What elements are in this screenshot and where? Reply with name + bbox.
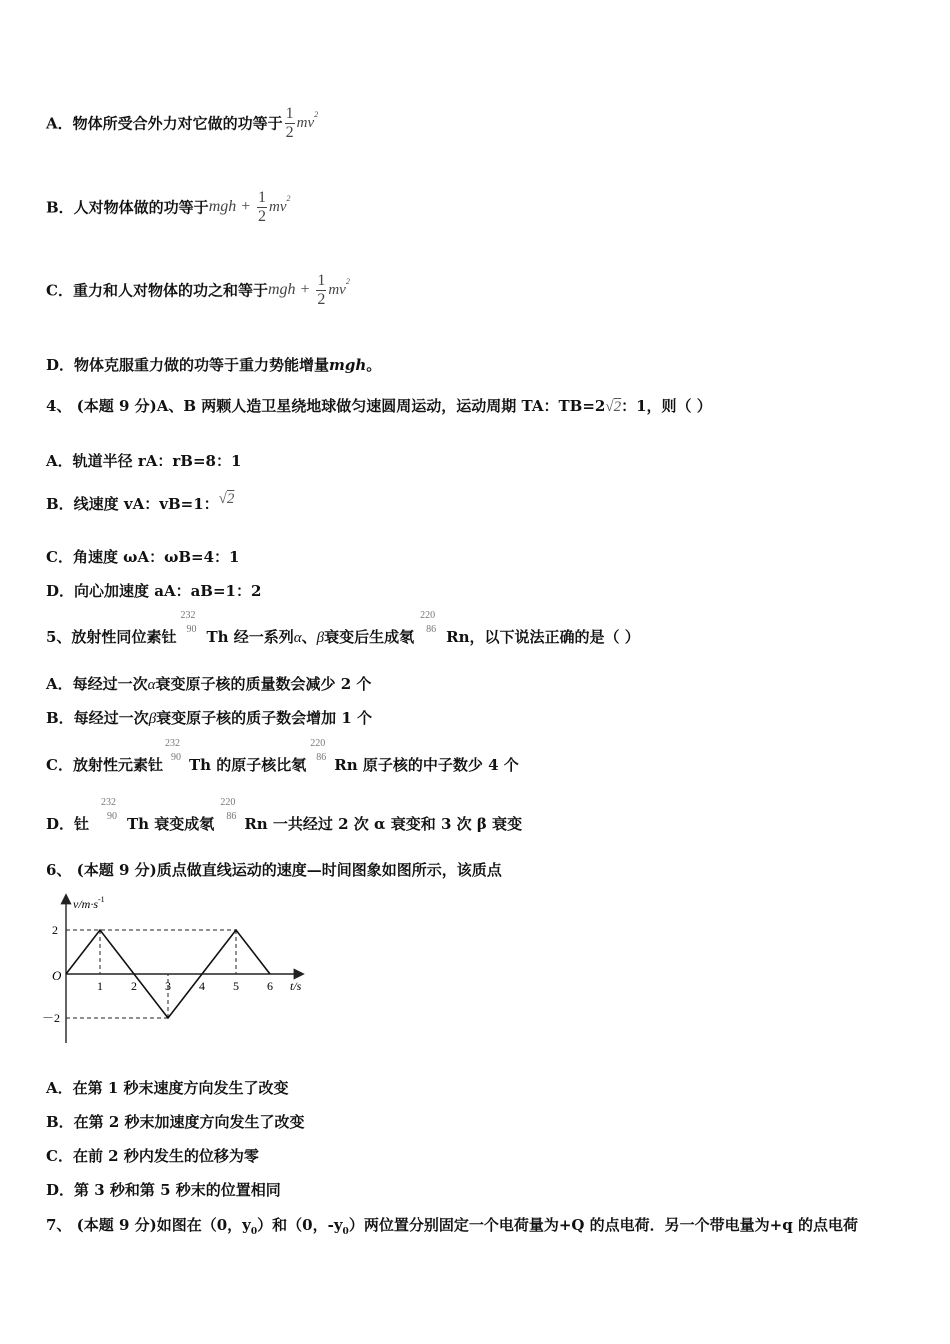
q6-option-a: A．在第 1 秒末速度方向发生了改变 (46, 1079, 289, 1097)
q4-option-c: C．角速度 ωA：ωB=4：1 (46, 548, 240, 566)
q5-option-a: A．每经过一次α衰变原子核的质量数会减少 2 个 (46, 675, 372, 693)
q5-option-b: B．每经过一次β衰变原子核的质子数会增加 1 个 (46, 709, 373, 727)
radon-isotope-label: 220 86 (220, 797, 237, 822)
velocity-time-graph (40, 888, 310, 1048)
q6-option-c: C．在前 2 秒内发生的位移为零 (46, 1147, 259, 1165)
thorium-isotope-label: 232 90 (164, 738, 181, 763)
q6-option-b: B．在第 2 秒末加速度方向发生了改变 (46, 1113, 305, 1131)
q3-option-c-text: C．重力和人对物体的功之和等于 (46, 281, 268, 300)
y-tick-label: 2 (52, 923, 58, 937)
q5-stem: 5、放射性同位素钍 232 90 Th 经一系列α、β衰变后生成氡 220 86 Rn，以下说法正确的是（ ） (46, 610, 640, 646)
x-tick-label: 3 (165, 979, 171, 993)
q3-option-a (46, 105, 318, 142)
q4-option-a: A．轨道半径 rA：rB=8：1 (46, 452, 242, 470)
x-tick-label: 6 (267, 979, 273, 993)
origin-label: O (52, 968, 62, 983)
q4-stem: 4、 (本题 9 分)A、B 两颗人造卫星绕地球做匀速圆周运动，运动周期 TA：TB=2√2：1，则（ ） (46, 397, 712, 415)
x-axis-label: t/s (290, 979, 302, 993)
q3-option-d-var: mgh (329, 356, 367, 374)
sqrt-symbol: √2 (218, 491, 235, 507)
q6-stem: 6、 (本题 9 分)质点做直线运动的速度—时间图象如图所示，该质点 (46, 861, 502, 879)
q3-option-b-text: B．人对物体做的功等于 (46, 198, 209, 217)
y-axis-label: $v/m\cdot s^{-1}$ (73, 895, 105, 911)
q3-option-d-text: D．物体克服重力做的功等于重力势能增量 (46, 356, 330, 374)
q3-option-c-formula: mgh + $\frac{1}{2}$ $mv^2$ (267, 272, 350, 308)
q4-option-d: D．向心加速度 aA：aB=1：2 (46, 582, 262, 600)
x-tick-label: 2 (131, 979, 137, 993)
q7-stem: 7、 (本题 9 分)如图在（0，$y_0$）和（0，$-y_0$）两位置分别固定一个电荷量为+Q 的点电荷．另一个带电量为+q 的点电荷 (46, 1216, 858, 1237)
q3-option-a-text: A．物体所受合外力对它做的功等于 (46, 114, 283, 133)
q3-option-b-formula: mgh + $\frac{1}{2}$ $mv^2$ (208, 189, 291, 225)
y-tick-label: －2 (42, 1011, 61, 1025)
x-tick-label: 4 (199, 979, 205, 993)
thorium-isotope-label: 232 90 (101, 797, 118, 822)
q5-option-d: D．钍 232 90 Th 衰变成氡 220 86 Rn 一共经过 2 次 α 衰变和 3 次 β 衰变 (46, 797, 523, 833)
sqrt-symbol: √2 (605, 399, 622, 415)
q5-option-c: C．放射性元素钍 232 90 Th 的原子核比氡 220 86 Rn 原子核的中子数少 4 个 (46, 738, 519, 774)
x-tick-label: 5 (233, 979, 239, 993)
q3-option-c (46, 272, 350, 309)
x-tick-label: 1 (97, 979, 103, 993)
q3-option-b (46, 189, 291, 226)
q3-option-a-formula: $\frac{1}{2}$ $mv^2$ (285, 105, 319, 141)
radon-isotope-label: 220 86 (420, 610, 437, 635)
radon-isotope-label: 220 86 (310, 738, 327, 763)
thorium-isotope-label: 232 90 (180, 610, 197, 635)
q3-option-d: D．物体克服重力做的功等于重力势能增量mgh。 (46, 356, 382, 374)
q4-option-b: B．线速度 vA：vB=1：√2 (46, 491, 235, 513)
q6-option-d: D．第 3 秒和第 5 秒末的位置相同 (46, 1181, 281, 1199)
